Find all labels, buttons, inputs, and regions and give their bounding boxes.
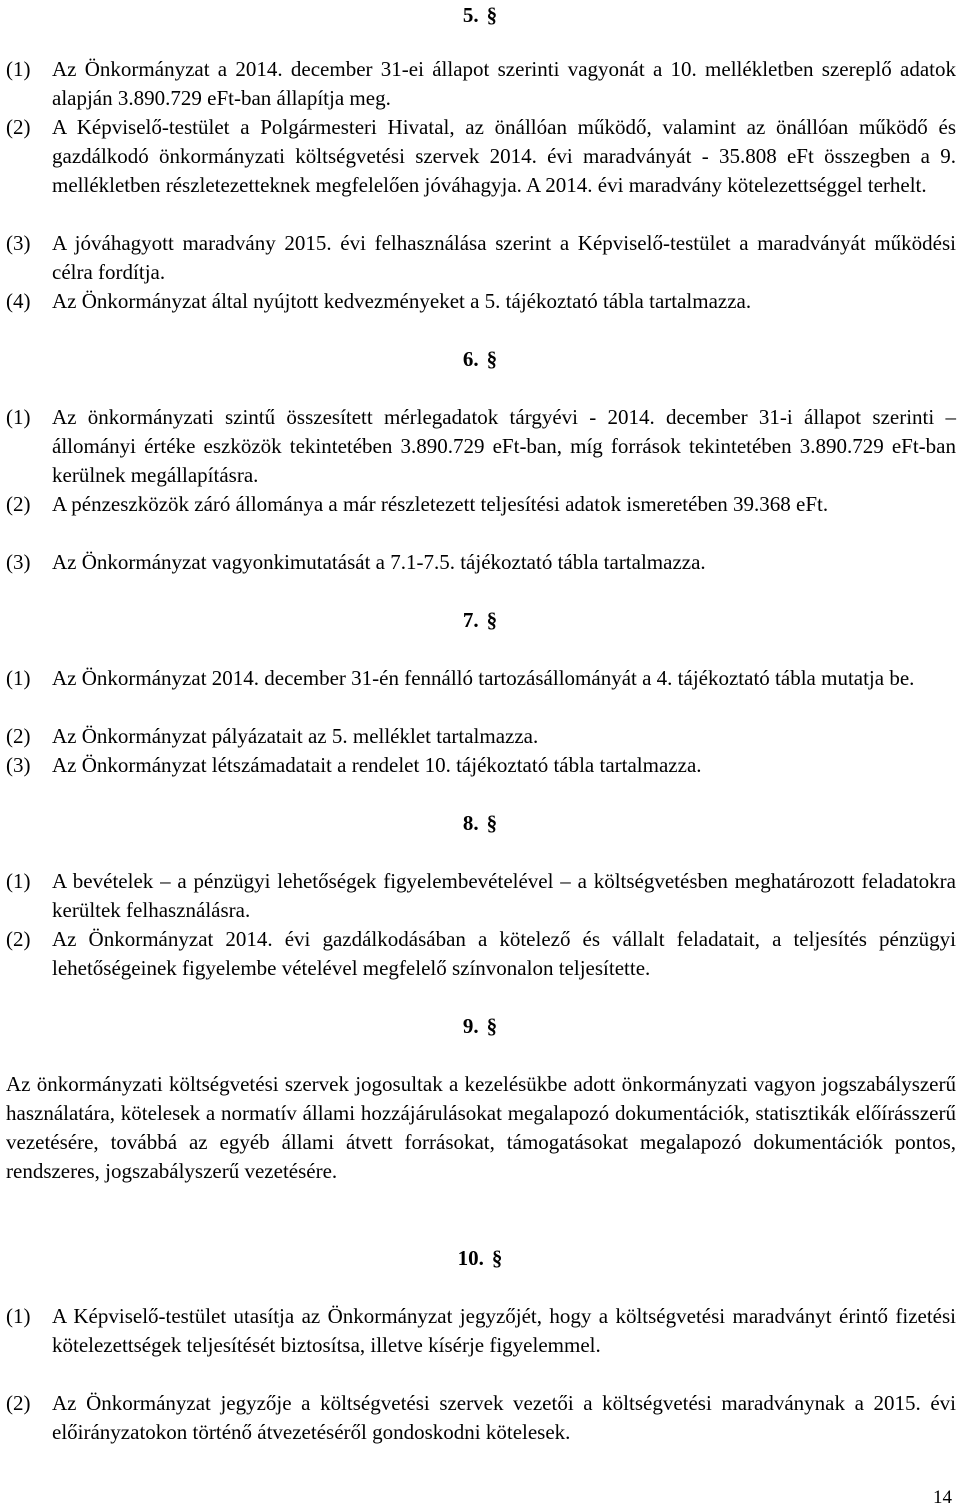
paragraph-7-2: (2) Az Önkormányzat pályázatait az 5. melléklet tartalmazza.	[6, 724, 539, 748]
paragraph-5-1: (1) Az Önkormányzat a 2014. december 31-ei állapot szerinti vagyonát a 10. mellékletben szereplő adatok alapján 3.890.729 eFt-ban állapítja meg.	[6, 57, 956, 110]
section-heading-8: 8. §	[462, 811, 498, 835]
section-heading-5: 5. §	[462, 3, 498, 27]
paragraph-5-2: (2) A Képviselő-testület a Polgármesteri Hivatal, az önállóan működő, valamint az önállóan működő és gazdálkodó önkormányzati költségvetési szervek 2014. évi maradványát - 35.808 eFt összegben a 9. mellékletben részletezetteknek megfelelően jóváhagyja. A 2014. évi maradvány kötelezettséggel terhelt.	[6, 115, 956, 197]
section-heading-7: 7. §	[462, 608, 498, 632]
paragraph-7-1: (1) Az Önkormányzat 2014. december 31-én fennálló tartozásállományát a 4. tájékoztató tábla mutatja be.	[6, 666, 915, 690]
paragraph-10-2: (2) Az Önkormányzat jegyzője a költségvetési szervek vezetői a költségvetési maradványnak a 2015. évi előirányzatokon történő átvezetéséről gondoskodni kötelesek.	[6, 1391, 956, 1444]
paragraph-6-3: (3) Az Önkormányzat vagyonkimutatását a 7.1-7.5. tájékoztató tábla tartalmazza.	[6, 550, 706, 574]
section-sign: §	[486, 811, 498, 835]
paragraph-9: Az önkormányzati költségvetési szervek jogosultak a kezelésükbe adott önkormányzati vagyon jogszabályszerű használatára, kötelesek a normatív állami hozzájárulásokat megalapozó dokumentációk, statisztikák előírásszerű vezetésére, továbbá az egyéb állami átvett forrásokat, támogatásokat megalapozó dokumentációk pontos, rendszeres, jogszabályszerű vezetésére.	[6, 1072, 956, 1183]
section-sign: §	[491, 1246, 503, 1270]
paragraph-5-4: (4) Az Önkormányzat által nyújtott kedvezményeket a 5. tájékoztató tábla tartalmazza.	[6, 289, 752, 313]
section-sign: §	[486, 347, 498, 371]
paragraph-8-2: (2) Az Önkormányzat 2014. évi gazdálkodásában a kötelező és vállalt feladatait, a teljesítés pénzügyi lehetőségeinek figyelembe vételével megfelelő színvonalon teljesítette.	[6, 927, 956, 980]
section-heading-10: 10. §	[457, 1246, 503, 1270]
paragraph-7-3: (3) Az Önkormányzat létszámadatait a rendelet 10. tájékoztató tábla tartalmazza.	[6, 753, 702, 777]
section-heading-6: 6. §	[462, 347, 498, 371]
paragraph-5-3: (3) A jóváhagyott maradvány 2015. évi felhasználása szerint a Képviselő-testület a maradványát működési célra fordítja.	[6, 231, 956, 284]
page-number: 14	[933, 1487, 952, 1508]
section-heading-9: 9. §	[462, 1014, 498, 1038]
paragraph-8-1: (1) A bevételek – a pénzügyi lehetőségek figyelembevételével – a költségvetésben meghatározott feladatokra kerültek felhasználásra.	[6, 869, 956, 922]
paragraph-6-1: (1) Az önkormányzati szintű összesített mérlegadatok tárgyévi - 2014. december 31-i állapot szerinti – állományi értéke eszközök tekintetében 3.890.729 eFt-ban, míg források tekintetében 3.890.729 eFt-ban kerülnek megállapításra.	[6, 405, 956, 487]
section-sign: §	[486, 3, 498, 27]
section-sign: §	[486, 1014, 498, 1038]
paragraph-6-2: (2) A pénzeszközök záró állománya a már részletezett teljesítési adatok ismeretében 39.368 eFt.	[6, 492, 829, 516]
section-sign: §	[486, 608, 498, 632]
paragraph-10-1: (1) A Képviselő-testület utasítja az Önkormányzat jegyzőjét, hogy a költségvetési maradványt érintő fizetési kötelezettségek teljesítését biztosítsa, illetve kísérje figyelemmel.	[6, 1304, 956, 1357]
